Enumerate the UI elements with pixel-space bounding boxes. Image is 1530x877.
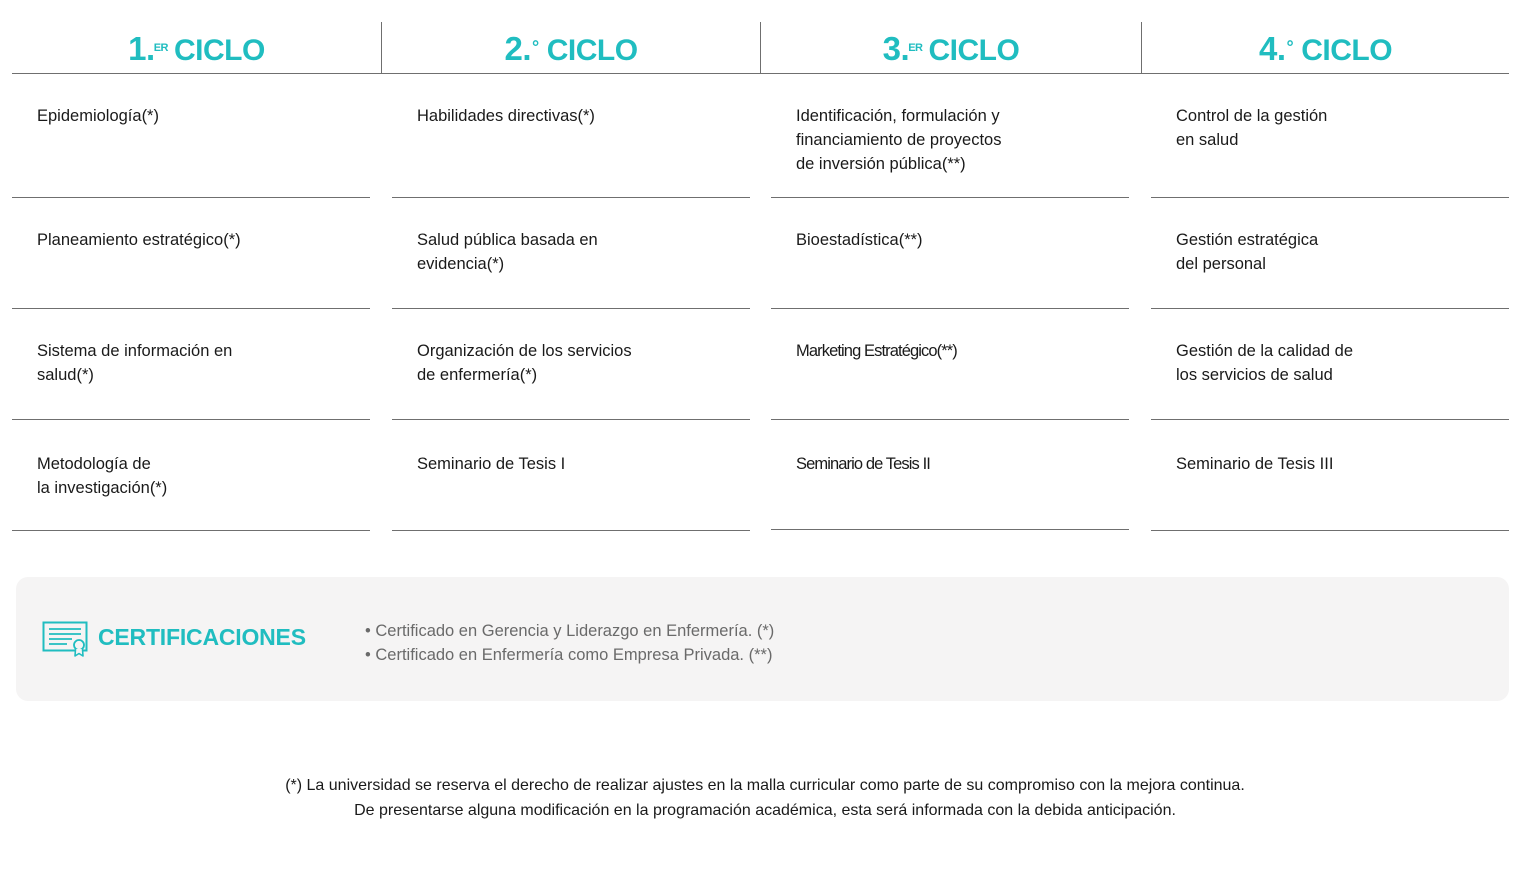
course-name: Habilidades directivas(*) [417,107,595,125]
footer-line-2: De presentarse alguna modificación en la programación académica, esta será informada con la debida anticipación. [354,802,1176,819]
certificate-icon [42,621,90,657]
cycle-1-courses [12,74,370,531]
course-cell [12,74,370,198]
course-cell [1151,309,1509,420]
certifications-list [365,619,774,667]
cycles-header [12,22,1509,74]
course-cell [771,309,1129,420]
course-cell [1151,74,1509,198]
course-cell [12,309,370,420]
certification-item: • Certificado en Enfermería como Empresa Privada. (**) [365,646,773,664]
certification-item: • Certificado en Gerencia y Liderazgo en Enfermería. (*) [365,622,775,640]
course-name: Seminario de Tesis II [796,455,930,473]
cycle-3-heading: 3. $^{ER}$ CICLO [882,30,1020,67]
course-cell [771,198,1129,309]
course-name: Marketing Estratégico(**) [796,342,957,360]
course-cell [12,198,370,309]
course-name: Control de la gestión en salud [1176,107,1328,149]
cycle-3-courses [771,74,1129,530]
course-cell [392,74,750,198]
course-name: Planeamiento estratégico(*) [37,231,241,249]
course-name: Gestión estratégica del personal [1176,231,1319,273]
footer-note [0,773,1530,823]
course-name: Salud pública basada en evidencia(*) [417,231,598,273]
cycle-4-courses [1151,74,1509,531]
course-cell [12,420,370,531]
cycle-2-heading: 2. ° CICLO [504,30,638,67]
cycle-1-heading: 1. $^{ER}$ CICLO [128,30,265,67]
course-name: Seminario de Tesis III [1176,455,1334,473]
footer-line-1: (*) La universidad se reserva el derecho de realizar ajustes en la malla curricular como parte de su compromiso con la mejora continua. [285,777,1245,794]
course-name: Gestión de la calidad de los servicios de salud [1176,342,1354,384]
course-name: Identificación, formulación y financiamiento de proyectos de inversión pública(**) [796,107,1002,173]
course-name: Bioestadística(**) [796,231,923,249]
course-cell [392,198,750,309]
course-cell [1151,198,1509,309]
course-name: Organización de los servicios de enfermería(*) [417,342,632,384]
course-name: Seminario de Tesis I [417,455,566,473]
course-name: Epidemiología(*) [37,107,159,125]
certifications-title: CERTIFICACIONES [98,624,306,650]
cycle-4-heading: 4. ° CICLO [1258,30,1393,67]
course-cell [771,420,1129,530]
course-cell [392,420,750,531]
cycle-2-courses [392,74,750,531]
course-cell [392,309,750,420]
course-name: Metodología de la investigación(*) [37,455,168,497]
course-name: Sistema de información en salud(*) [37,342,233,384]
course-cell [771,74,1129,198]
certifications-panel [16,577,1509,701]
course-cell [1151,420,1509,531]
